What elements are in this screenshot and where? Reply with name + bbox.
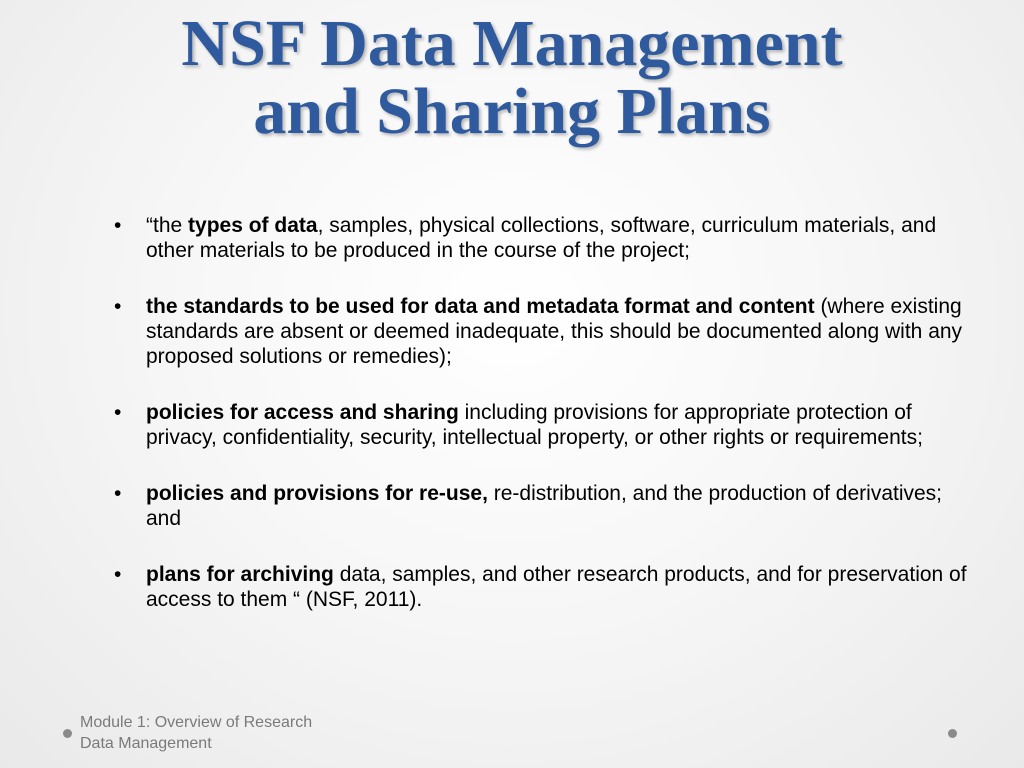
slide-title bbox=[0, 7, 1024, 148]
bullet-text-rest: re-distribution, and the production of derivatives; and bbox=[146, 482, 943, 530]
bullet-item bbox=[114, 400, 969, 450]
bullet-item bbox=[114, 294, 969, 369]
bullet-dot-icon: • bbox=[114, 214, 122, 237]
bullet-list bbox=[114, 213, 969, 643]
bullet-dot-icon: • bbox=[114, 563, 122, 586]
bullet-item bbox=[114, 562, 969, 612]
bullet-text-rest: (where existing standards are absent or deemed inadequate, this should be documented along with any proposed solutions or remedies); bbox=[146, 295, 963, 368]
left-nav-dot-icon bbox=[63, 729, 72, 738]
footer-line-1: Module 1: Overview of Research bbox=[80, 714, 313, 731]
bullet-item bbox=[114, 213, 969, 263]
bullet-dot-icon: • bbox=[114, 295, 122, 318]
bullet-item bbox=[114, 481, 969, 531]
bullet-text-bold: the standards to be used for data and metadata format and content bbox=[146, 295, 815, 318]
bullet-text-bold: policies for access and sharing bbox=[146, 401, 459, 424]
bullet-text-bold: plans for archiving bbox=[146, 563, 334, 586]
title-line-2: and Sharing Plans bbox=[253, 75, 771, 148]
footer-line-2: Data Management bbox=[80, 735, 212, 752]
bullet-text-bold: types of data bbox=[188, 214, 318, 237]
bullet-text-bold: policies and provisions for re-use, bbox=[146, 482, 488, 505]
right-nav-dot-icon bbox=[948, 729, 957, 738]
bullet-text-pre: “the bbox=[146, 214, 189, 237]
bullet-dot-icon: • bbox=[114, 401, 122, 424]
slide-footer bbox=[80, 712, 312, 754]
bullet-text-rest: , samples, physical collections, software, curriculum materials, and other materials to be produced in the course of the project; bbox=[146, 214, 937, 262]
bullet-dot-icon: • bbox=[114, 482, 122, 505]
bullet-text-rest: including provisions for appropriate protection of privacy, confidentiality, security, intellectual property, or other rights or requirements; bbox=[146, 401, 923, 449]
bullet-text-rest: data, samples, and other research products, and for preservation of access to them “ (NSF, 2011). bbox=[146, 563, 967, 611]
title-line-1: NSF Data Management bbox=[181, 7, 843, 80]
